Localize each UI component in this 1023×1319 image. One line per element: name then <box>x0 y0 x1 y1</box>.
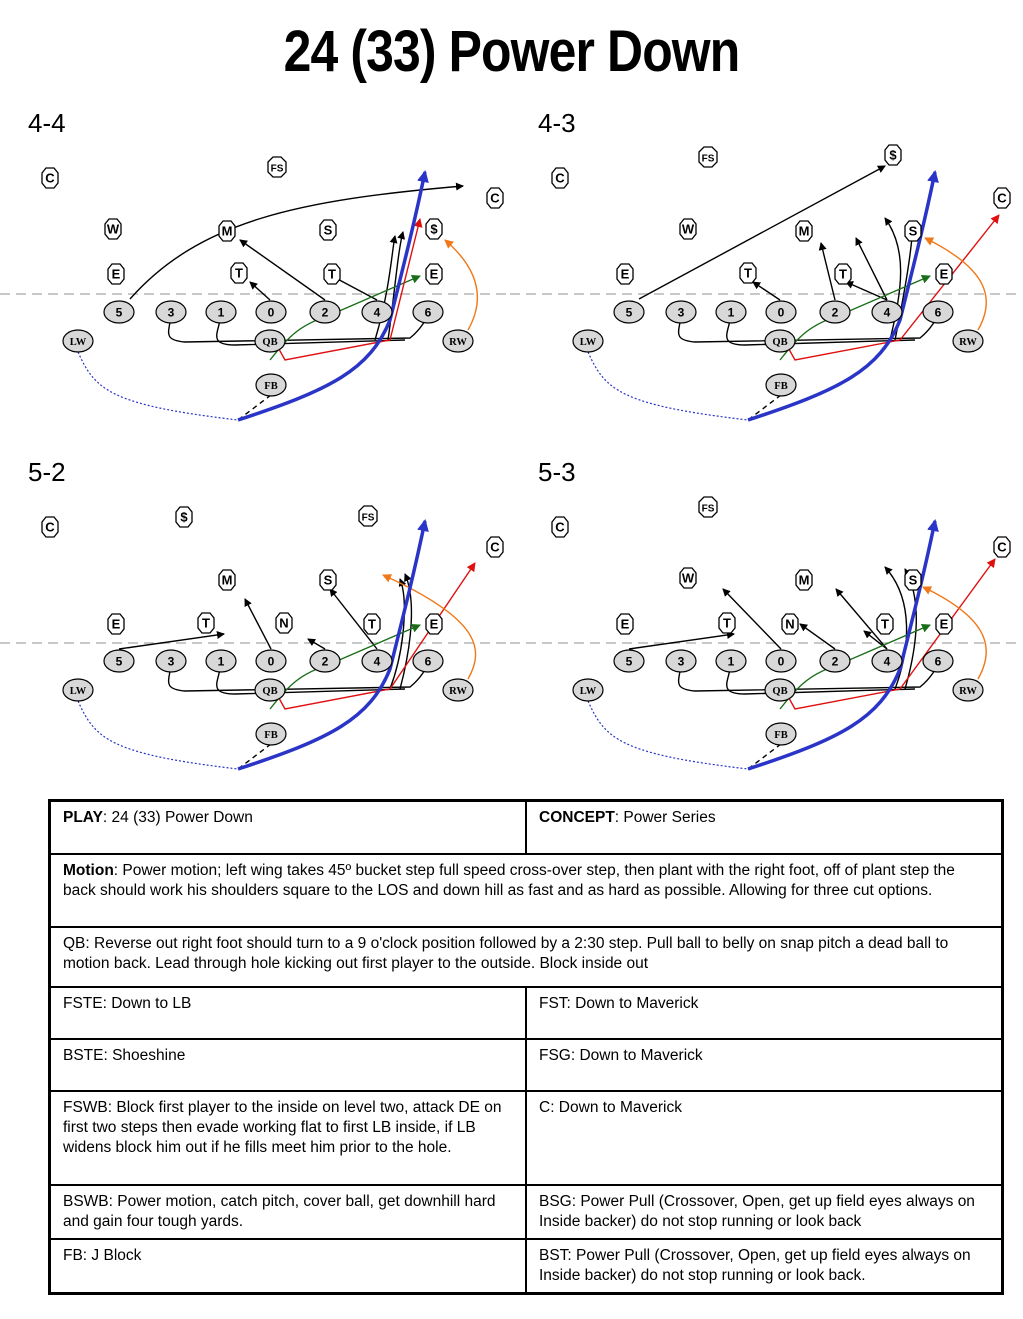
formation-label-5-2: 5-2 <box>28 457 66 487</box>
offensive-back-fb <box>766 723 796 745</box>
defender-label: E <box>429 616 439 632</box>
offensive-back-lw <box>573 679 603 701</box>
lineman-label: 1 <box>727 305 735 320</box>
fste-cell: FSTE: Down to LB <box>50 987 527 1039</box>
back-label: FB <box>774 381 788 392</box>
offensive-back-fb <box>256 723 286 745</box>
lineman-label: 3 <box>677 305 685 320</box>
lineman-label: 6 <box>424 305 432 320</box>
defender-label: E <box>111 616 121 632</box>
defender-s <box>905 570 921 590</box>
back-label: QB <box>772 686 788 697</box>
offensive-back-fb <box>256 374 286 396</box>
lineman-label: 2 <box>321 305 329 320</box>
defender-t <box>740 263 756 283</box>
block-arrow <box>629 634 734 649</box>
defender-t <box>198 613 214 633</box>
defender-s <box>320 220 336 240</box>
lineman-label: 4 <box>373 305 381 320</box>
lineman-label: 5 <box>115 654 123 669</box>
defender-label: M <box>798 223 810 239</box>
motion-route <box>78 352 238 420</box>
defender-fs <box>699 147 717 167</box>
block-arrow <box>119 634 224 649</box>
concept-label: CONCEPT <box>539 809 615 826</box>
lineman-label: 3 <box>677 654 685 669</box>
offensive-back-lw <box>63 679 93 701</box>
offensive-lineman <box>413 650 443 672</box>
motion-route <box>588 352 748 420</box>
back-label: RW <box>449 686 467 697</box>
defender-label: T <box>839 266 847 282</box>
offensive-lineman <box>310 650 340 672</box>
lineman-label: 1 <box>217 305 225 320</box>
offensive-lineman <box>666 650 696 672</box>
bswb-cell: BSWB: Power motion, catch pitch, cover ball, get downhill hard and gain four tough yards. <box>50 1185 527 1239</box>
defender-label: E <box>111 266 121 282</box>
defender-label: C <box>555 170 565 186</box>
lineman-label: 5 <box>625 305 633 320</box>
defender-label: FS <box>270 163 284 175</box>
offensive-back-rw <box>443 679 473 701</box>
offensive-back-rw <box>953 330 983 352</box>
offensive-lineman <box>362 301 392 323</box>
defender-label: T <box>744 265 752 281</box>
defender-label: S <box>323 572 333 588</box>
offensive-back-qb <box>255 330 285 352</box>
defender-label: C <box>45 519 55 535</box>
defender-c <box>487 537 503 557</box>
block-arrow <box>245 599 271 649</box>
lineman-label: 2 <box>831 305 839 320</box>
offensive-lineman <box>872 301 902 323</box>
back-label: LW <box>69 686 87 697</box>
defender-t <box>835 264 851 284</box>
offensive-lineman <box>614 650 644 672</box>
formation-label-4-3: 4-3 <box>538 108 576 138</box>
defender-label: T <box>328 266 336 282</box>
block-arrow <box>856 238 887 300</box>
defender-label: T <box>723 615 731 631</box>
concept-value: : Power Series <box>614 809 716 826</box>
defender-n <box>782 614 798 634</box>
defender-label: $ <box>180 509 188 525</box>
defender-t <box>324 264 340 284</box>
motion-route <box>78 701 238 769</box>
defender-fs <box>268 157 286 177</box>
defender-label: E <box>939 266 949 282</box>
formation-diagram-4-4 <box>0 157 510 420</box>
lineman-label: 2 <box>831 654 839 669</box>
defender-label: N <box>785 616 795 632</box>
center-cell: C: Down to Maverick <box>526 1091 1003 1185</box>
lineman-label: 2 <box>321 654 329 669</box>
formation-label-5-3: 5-3 <box>538 457 576 487</box>
back-label: QB <box>262 686 278 697</box>
back-label: RW <box>959 337 977 348</box>
defender-label: C <box>997 190 1007 206</box>
offensive-lineman <box>820 301 850 323</box>
defender-label: $ <box>889 147 897 163</box>
offensive-lineman <box>310 301 340 323</box>
motion-cell <box>50 854 1003 927</box>
defender-label: C <box>490 190 500 206</box>
defender-label: FS <box>701 153 715 165</box>
block-arrow <box>250 282 270 300</box>
defender-label: S <box>908 572 918 588</box>
offensive-back-qb <box>255 679 285 701</box>
defender-w <box>105 219 121 239</box>
lineman-label: 1 <box>217 654 225 669</box>
defender-label: T <box>202 615 210 631</box>
defender-label: FS <box>361 512 375 524</box>
lineman-label: 5 <box>625 654 633 669</box>
offensive-back-rw <box>953 679 983 701</box>
defender-label: M <box>221 223 233 239</box>
orange-route <box>445 240 477 330</box>
lineman-label: 5 <box>115 305 123 320</box>
defender-label: E <box>429 266 439 282</box>
fswb-cell: FSWB: Block first player to the inside on level two, attack DE on first two steps then evade working flat to first LB inside, if LB widens block him out if he fills meet him prior to the hole. <box>50 1091 527 1185</box>
offensive-lineman <box>872 650 902 672</box>
offensive-back-lw <box>63 330 93 352</box>
defender-m <box>796 221 812 241</box>
bst-cell: BST: Power Pull (Crossover, Open, get up field eyes always on Inside backer) do not stop running or look back. <box>526 1239 1003 1294</box>
block-arrow <box>753 282 780 300</box>
defender-c <box>552 517 568 537</box>
back-label: LW <box>69 337 87 348</box>
defender-c <box>487 188 503 208</box>
fb-cell: FB: J Block <box>50 1239 527 1294</box>
offensive-lineman <box>766 301 796 323</box>
defender-label: W <box>681 221 695 237</box>
defender-e <box>426 614 442 634</box>
offensive-back-fb <box>766 374 796 396</box>
defender-fs <box>359 506 377 526</box>
defender-c <box>42 517 58 537</box>
back-label: FB <box>264 730 278 741</box>
offensive-lineman <box>413 301 443 323</box>
defender-s <box>320 570 336 590</box>
play-cell <box>50 801 527 854</box>
page-title: 24 (33) Power Down <box>283 19 740 84</box>
back-label: RW <box>449 337 467 348</box>
defender-label: T <box>881 616 889 632</box>
defender-label: C <box>997 539 1007 555</box>
defender-c <box>552 168 568 188</box>
play-label: PLAY <box>63 809 103 826</box>
defender-e <box>617 264 633 284</box>
lineman-label: 1 <box>727 654 735 669</box>
defender-n <box>276 613 292 633</box>
offensive-back-qb <box>765 679 795 701</box>
defender-label: T <box>235 265 243 281</box>
offensive-lineman <box>156 301 186 323</box>
defender-e <box>936 264 952 284</box>
bsg-cell: BSG: Power Pull (Crossover, Open, get up field eyes always on Inside backer) do not stop running or look back <box>526 1185 1003 1239</box>
qb-cell: QB: Reverse out right foot should turn to a 9 o'clock position followed by a 2:30 step. Pull ball to belly on snap pitch a dead ball to motion back. Lead through hole kicking out first player to the outside. Block inside out <box>50 927 1003 987</box>
defender-label: S <box>323 222 333 238</box>
block-arrow <box>240 240 325 300</box>
offensive-lineman <box>766 650 796 672</box>
lineman-label: 0 <box>777 654 785 669</box>
block-arrow <box>800 624 835 649</box>
back-label: FB <box>264 381 278 392</box>
lineman-label: 0 <box>777 305 785 320</box>
offensive-lineman <box>614 301 644 323</box>
defender-e <box>108 264 124 284</box>
lineman-label: 0 <box>267 305 275 320</box>
back-label: LW <box>579 686 597 697</box>
offensive-lineman <box>104 650 134 672</box>
defender-e <box>617 614 633 634</box>
back-label: LW <box>579 337 597 348</box>
defender-label: C <box>555 519 565 535</box>
back-label: FB <box>774 730 788 741</box>
lineman-label: 3 <box>167 305 175 320</box>
defender-e <box>936 614 952 634</box>
offensive-lineman <box>923 650 953 672</box>
offensive-lineman <box>104 301 134 323</box>
offensive-back-qb <box>765 330 795 352</box>
offensive-lineman <box>206 301 236 323</box>
motion-value: : Power motion; left wing takes 45º bucket step full speed cross-over step, then plant with the right foot, off of plant step the back should work his shoulders square to the LOS and down hill as fast and as hard as possible. Allowing for three cut options. <box>63 861 955 899</box>
offensive-lineman <box>362 650 392 672</box>
defender-e <box>108 614 124 634</box>
defender-m <box>219 570 235 590</box>
concept-cell <box>526 801 1003 854</box>
back-label: RW <box>959 686 977 697</box>
lineman-label: 6 <box>424 654 432 669</box>
offensive-lineman <box>206 650 236 672</box>
lineman-label: 4 <box>883 654 891 669</box>
defender-w <box>680 568 696 588</box>
defender-s <box>905 221 921 241</box>
defender-t <box>231 263 247 283</box>
motion-route <box>588 701 748 769</box>
lineman-label: 4 <box>373 654 381 669</box>
defender-m <box>219 221 235 241</box>
defender-label: M <box>798 572 810 588</box>
defender-label: S <box>908 223 918 239</box>
defender-c <box>994 537 1010 557</box>
formation-diagram-5-3 <box>510 497 1020 769</box>
formation-diagram-5-2 <box>0 506 510 769</box>
offensive-lineman <box>256 301 286 323</box>
offensive-lineman <box>666 301 696 323</box>
offensive-lineman <box>716 650 746 672</box>
offensive-lineman <box>156 650 186 672</box>
lineman-label: 0 <box>267 654 275 669</box>
defender-label: W <box>106 221 120 237</box>
defender-m <box>796 570 812 590</box>
defender-$ <box>426 219 442 239</box>
defender-e <box>426 264 442 284</box>
defender-c <box>994 188 1010 208</box>
defender-label: E <box>620 266 630 282</box>
defender-t <box>364 614 380 634</box>
offensive-lineman <box>923 301 953 323</box>
play-value: : 24 (33) Power Down <box>102 809 253 826</box>
lineman-label: 3 <box>167 654 175 669</box>
fst-cell: FST: Down to Maverick <box>526 987 1003 1039</box>
back-label: QB <box>262 337 278 348</box>
defender-label: M <box>221 572 233 588</box>
formation-label-4-4: 4-4 <box>28 108 66 138</box>
offensive-back-rw <box>443 330 473 352</box>
motion-label: Motion <box>63 861 114 879</box>
defender-c <box>42 168 58 188</box>
play-table <box>48 799 1004 1295</box>
fsg-cell: FSG: Down to Maverick <box>526 1039 1003 1091</box>
defender-label: C <box>45 170 55 186</box>
lineman-label: 6 <box>934 305 942 320</box>
defender-w <box>680 219 696 239</box>
defender-t <box>719 613 735 633</box>
offensive-lineman <box>820 650 850 672</box>
offensive-back-lw <box>573 330 603 352</box>
offensive-lineman <box>716 301 746 323</box>
defender-label: $ <box>430 221 438 237</box>
defender-t <box>877 614 893 634</box>
defender-label: W <box>681 570 695 586</box>
offensive-lineman <box>256 650 286 672</box>
defender-fs <box>699 497 717 517</box>
block-arrow <box>130 186 463 299</box>
bste-cell: BSTE: Shoeshine <box>50 1039 527 1091</box>
defender-label: C <box>490 539 500 555</box>
block-arrow <box>821 243 835 300</box>
lineman-label: 6 <box>934 654 942 669</box>
defender-label: FS <box>701 503 715 515</box>
defender-label: N <box>279 615 289 631</box>
defender-label: E <box>939 616 949 632</box>
defender-label: E <box>620 616 630 632</box>
formation-diagram-4-3 <box>510 145 1020 420</box>
defender-$ <box>176 507 192 527</box>
lineman-label: 4 <box>883 305 891 320</box>
defender-$ <box>885 145 901 165</box>
defender-label: T <box>368 616 376 632</box>
back-label: QB <box>772 337 788 348</box>
